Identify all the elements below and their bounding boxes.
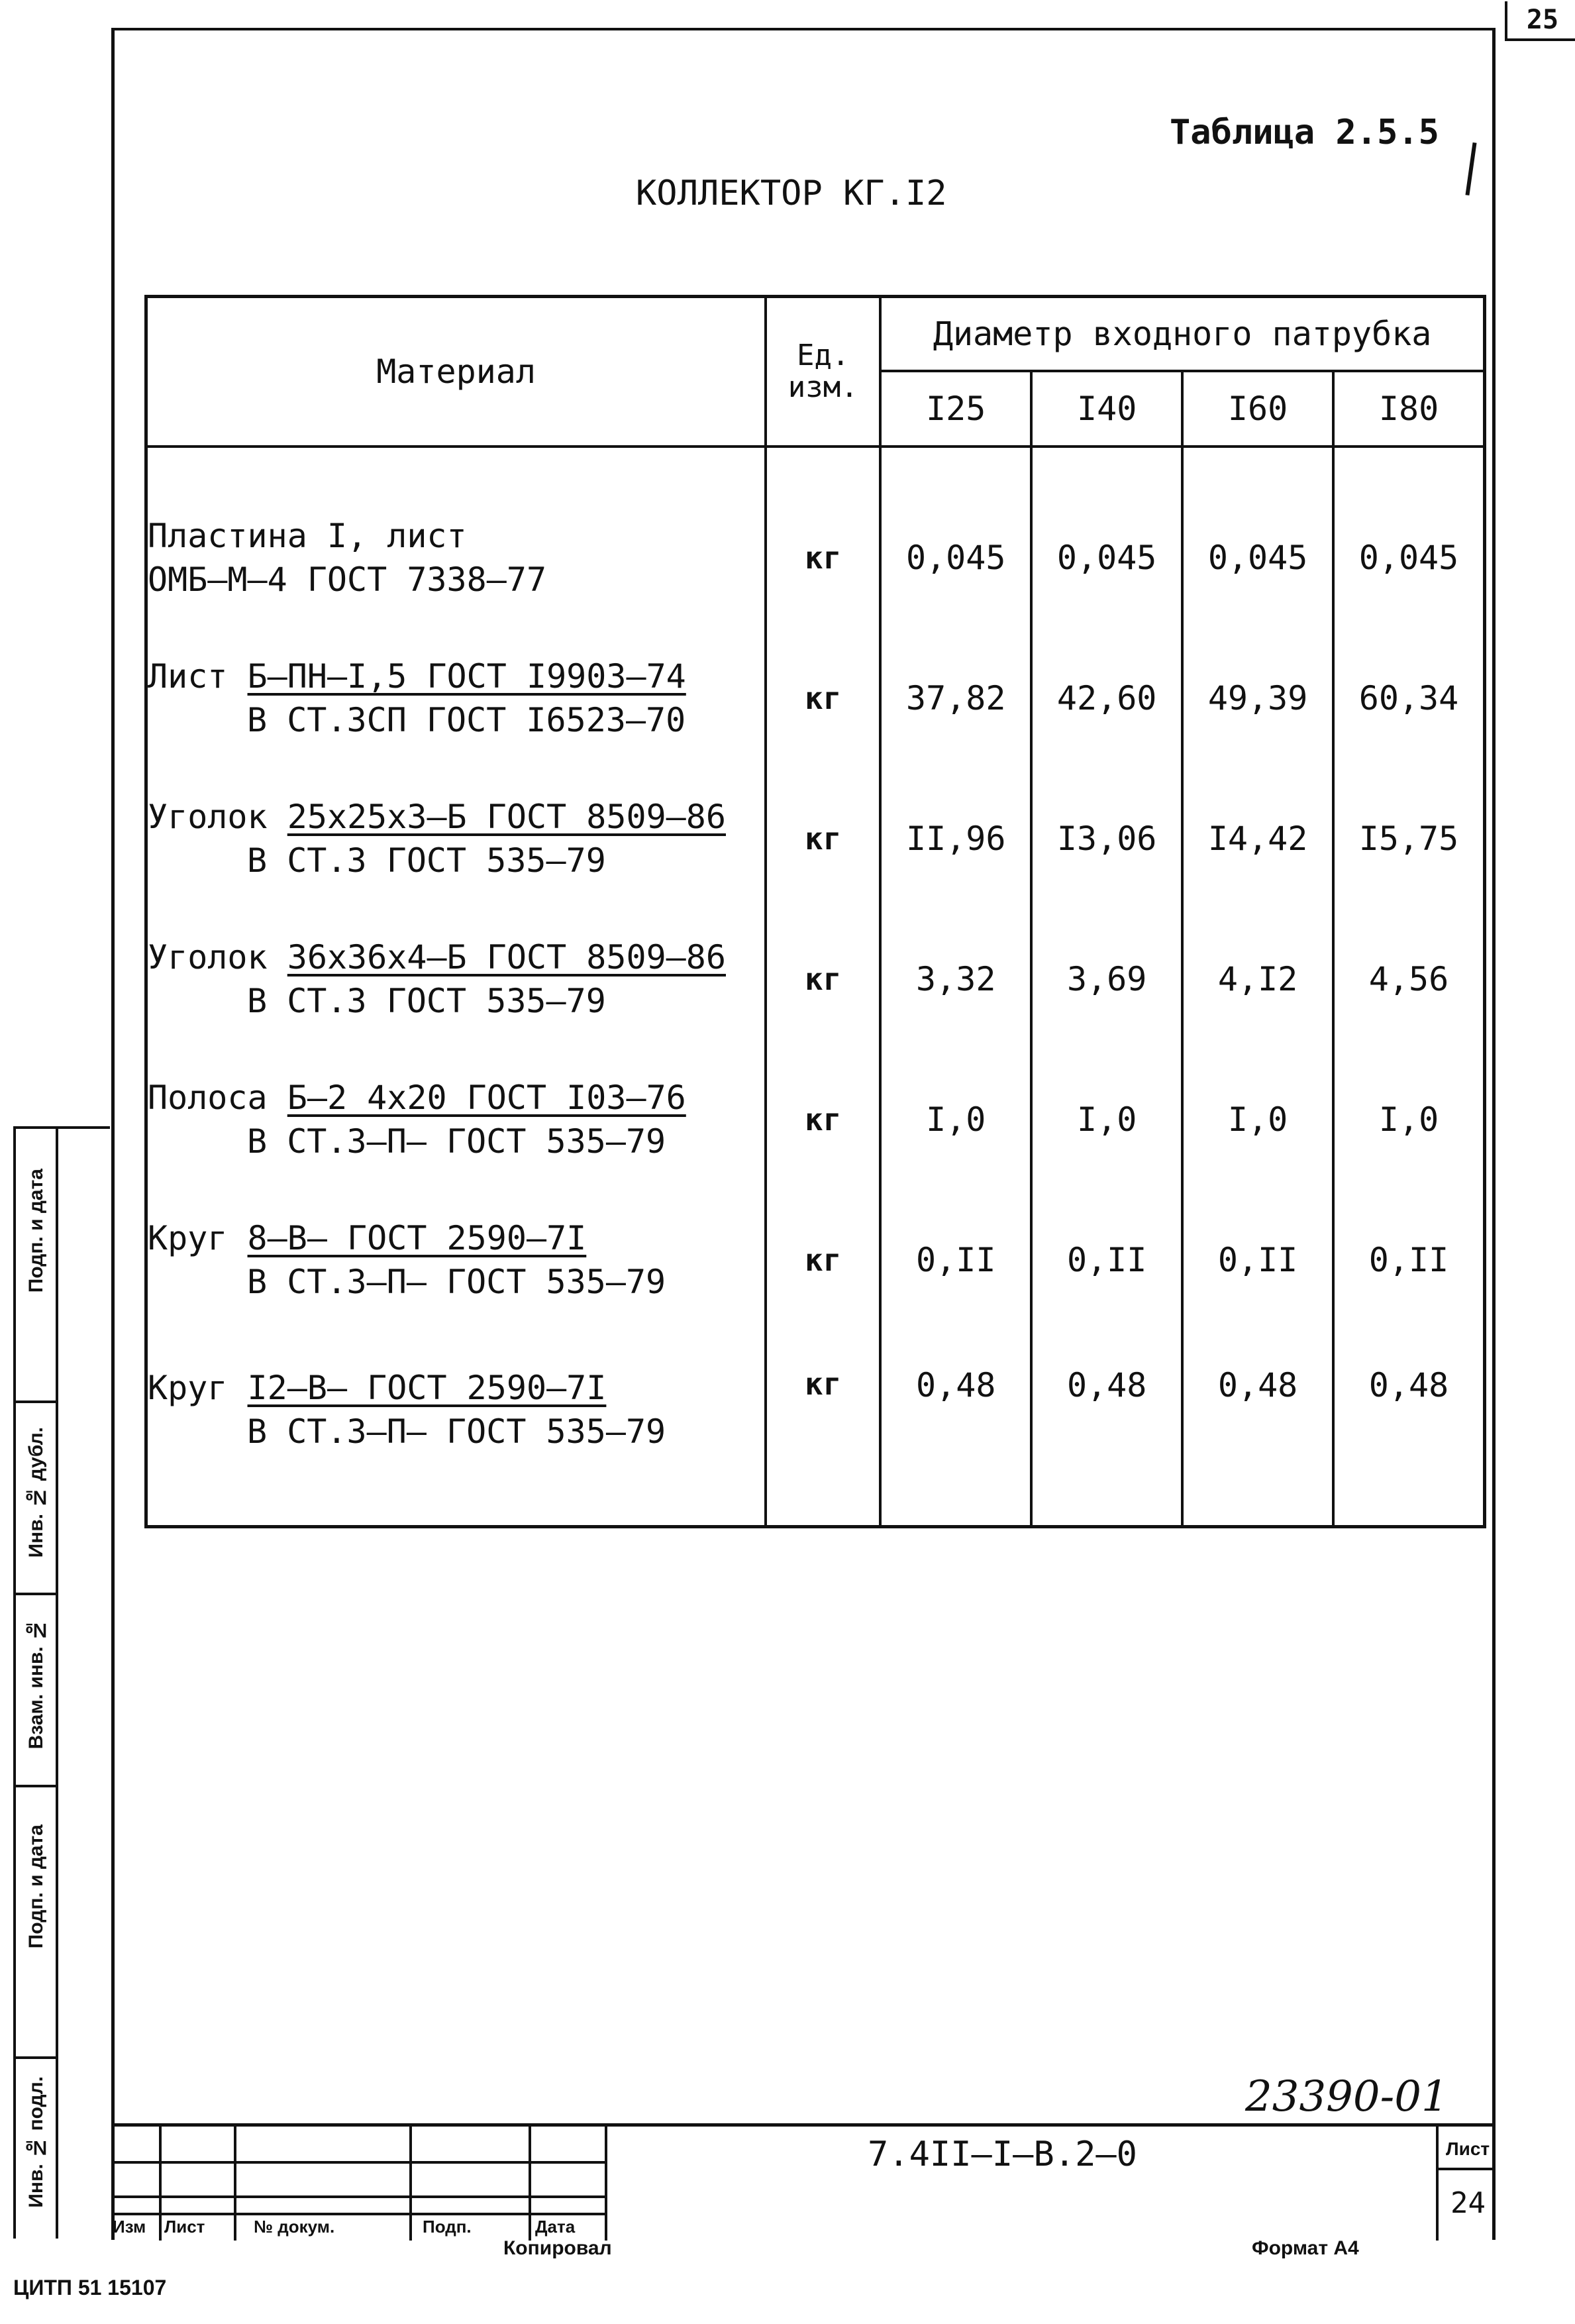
unit-cell: кг	[766, 1049, 880, 1190]
stamp-header: Изм	[113, 2217, 146, 2237]
material-sub: В СТ.3–П– ГОСТ 535–79	[247, 1122, 666, 1161]
side-label: Подп. и дата	[25, 1169, 47, 1293]
value-cell: 0,II	[1333, 1190, 1484, 1330]
table-row	[146, 909, 1485, 1049]
value-cell: I,0	[1031, 1049, 1182, 1190]
header-diameter-value: I60	[1182, 371, 1333, 447]
side-cell	[16, 1129, 56, 1403]
side-cell	[16, 1400, 56, 1595]
stamp-line	[234, 2127, 236, 2241]
material-cell	[146, 1330, 766, 1527]
material-sub: В СТ.3–П– ГОСТ 535–79	[247, 1263, 666, 1301]
value-cell: I4,42	[1182, 768, 1333, 909]
copied-label: Копировал	[503, 2237, 612, 2259]
side-cell	[16, 2056, 56, 2239]
unit-cell: кг	[766, 768, 880, 909]
material-sub: ОМБ–М–4 ГОСТ 7338–77	[148, 560, 547, 599]
footer-code: ЦИТП 51 15107	[13, 2276, 167, 2299]
material-sub: В СТ.3 ГОСТ 535–79	[247, 841, 606, 880]
material-name: Полоса	[148, 1079, 268, 1117]
material-spec: 25х25х3–Б ГОСТ 8509–86	[287, 798, 726, 836]
header-unit: Ед. изм.	[766, 297, 880, 447]
stamp-line	[409, 2127, 412, 2241]
stamp-line	[605, 2127, 607, 2241]
material-spec: Б–ПН–I,5 ГОСТ I9903–74	[247, 657, 686, 696]
unit-cell: кг	[766, 447, 880, 628]
sheet-label: Лист	[1446, 2139, 1490, 2159]
value-cell: 42,60	[1031, 628, 1182, 768]
stamp-line	[1436, 2127, 1439, 2241]
table-row	[146, 1190, 1485, 1330]
value-cell: 0,48	[1333, 1330, 1484, 1527]
material-name: Уголок	[148, 938, 268, 977]
side-cell	[16, 1593, 56, 1787]
stamp-line	[1436, 2168, 1492, 2170]
format-label: Формат А4	[1252, 2237, 1359, 2259]
value-cell: I,0	[1333, 1049, 1484, 1190]
value-cell: 0,II	[1031, 1190, 1182, 1330]
header-diameter-value: I80	[1333, 371, 1484, 447]
material-cell	[146, 768, 766, 909]
value-cell: I,0	[880, 1049, 1031, 1190]
title-block	[111, 2123, 1492, 2241]
value-cell: II,96	[880, 768, 1031, 909]
document-title: КОЛЛЕКТОР КГ.I2	[636, 174, 947, 213]
table-row	[146, 768, 1485, 909]
side-stamp-strip	[13, 1126, 110, 2239]
value-cell: 0,48	[1182, 1330, 1333, 1527]
stamp-line	[529, 2127, 531, 2241]
side-label: Инв. № подл.	[25, 2076, 47, 2208]
side-label: Подп. и дата	[25, 1824, 47, 1949]
value-cell: 4,56	[1333, 909, 1484, 1049]
material-name: Пластина I, лист	[148, 517, 467, 555]
header-diameter-value: I40	[1031, 371, 1182, 447]
value-cell: 0,II	[880, 1190, 1031, 1330]
header-diameter-value: I25	[880, 371, 1031, 447]
material-spec: 8–В– ГОСТ 2590–7I	[247, 1219, 587, 1257]
value-cell: I,0	[1182, 1049, 1333, 1190]
value-cell: 0,045	[1182, 447, 1333, 628]
unit-cell: кг	[766, 628, 880, 768]
side-label: Инв. № дубл.	[25, 1427, 47, 1558]
material-name: Круг	[148, 1219, 228, 1257]
value-cell: 4,I2	[1182, 909, 1333, 1049]
table-row	[146, 628, 1485, 768]
material-cell	[146, 1049, 766, 1190]
value-cell: 60,34	[1333, 628, 1484, 768]
material-cell	[146, 628, 766, 768]
header-material: Материал	[146, 297, 766, 447]
unit-cell: кг	[766, 909, 880, 1049]
materials-table	[144, 295, 1486, 1528]
value-cell: 0,48	[880, 1330, 1031, 1527]
value-cell: 0,045	[1333, 447, 1484, 628]
stamp-header: Дата	[535, 2217, 576, 2237]
value-cell: I5,75	[1333, 768, 1484, 909]
stamp-line	[159, 2127, 162, 2241]
stamp-header: Лист	[164, 2217, 205, 2237]
material-spec: 36х36х4–Б ГОСТ 8509–86	[287, 938, 726, 977]
side-label: Взам. инв. №	[25, 1619, 47, 1750]
document-number: 7.4II–I–В.2–0	[868, 2135, 1137, 2174]
side-cell	[16, 1785, 56, 2059]
material-name: Лист	[148, 657, 228, 696]
table-label: Таблица 2.5.5	[1170, 113, 1439, 152]
material-sub: В СТ.3–П– ГОСТ 535–79	[247, 1412, 666, 1451]
table-row	[146, 1330, 1485, 1527]
value-cell: 0,48	[1031, 1330, 1182, 1527]
unit-cell: кг	[766, 1190, 880, 1330]
material-name: Уголок	[148, 798, 268, 836]
unit-cell: кг	[766, 1330, 880, 1527]
material-cell	[146, 447, 766, 628]
material-cell	[146, 1190, 766, 1330]
stamp-header: № докум.	[254, 2217, 335, 2237]
sheet-number: 24	[1450, 2186, 1486, 2220]
value-cell: 49,39	[1182, 628, 1333, 768]
table-row	[146, 447, 1485, 628]
handwritten-number: 23390-01	[1245, 2072, 1448, 2121]
material-sub: В СТ.3 ГОСТ 535–79	[247, 982, 606, 1020]
value-cell: 3,69	[1031, 909, 1182, 1049]
value-cell: 0,045	[880, 447, 1031, 628]
table-row	[146, 1049, 1485, 1190]
value-cell: 3,32	[880, 909, 1031, 1049]
material-name: Круг	[148, 1369, 228, 1407]
material-sub: В СТ.3СП ГОСТ I6523–70	[247, 701, 686, 739]
corner-page-number: 25	[1505, 1, 1575, 41]
value-cell: 0,II	[1182, 1190, 1333, 1330]
stamp-header: Подп.	[423, 2217, 472, 2237]
material-spec: I2–В– ГОСТ 2590–7I	[247, 1369, 607, 1407]
side-label-column	[16, 1129, 58, 2239]
value-cell: 37,82	[880, 628, 1031, 768]
material-spec: Б–2 4х20 ГОСТ I03–76	[287, 1079, 686, 1117]
material-cell	[146, 909, 766, 1049]
value-cell: I3,06	[1031, 768, 1182, 909]
value-cell: 0,045	[1031, 447, 1182, 628]
header-diameter: Диаметр входного патрубка	[880, 297, 1484, 372]
